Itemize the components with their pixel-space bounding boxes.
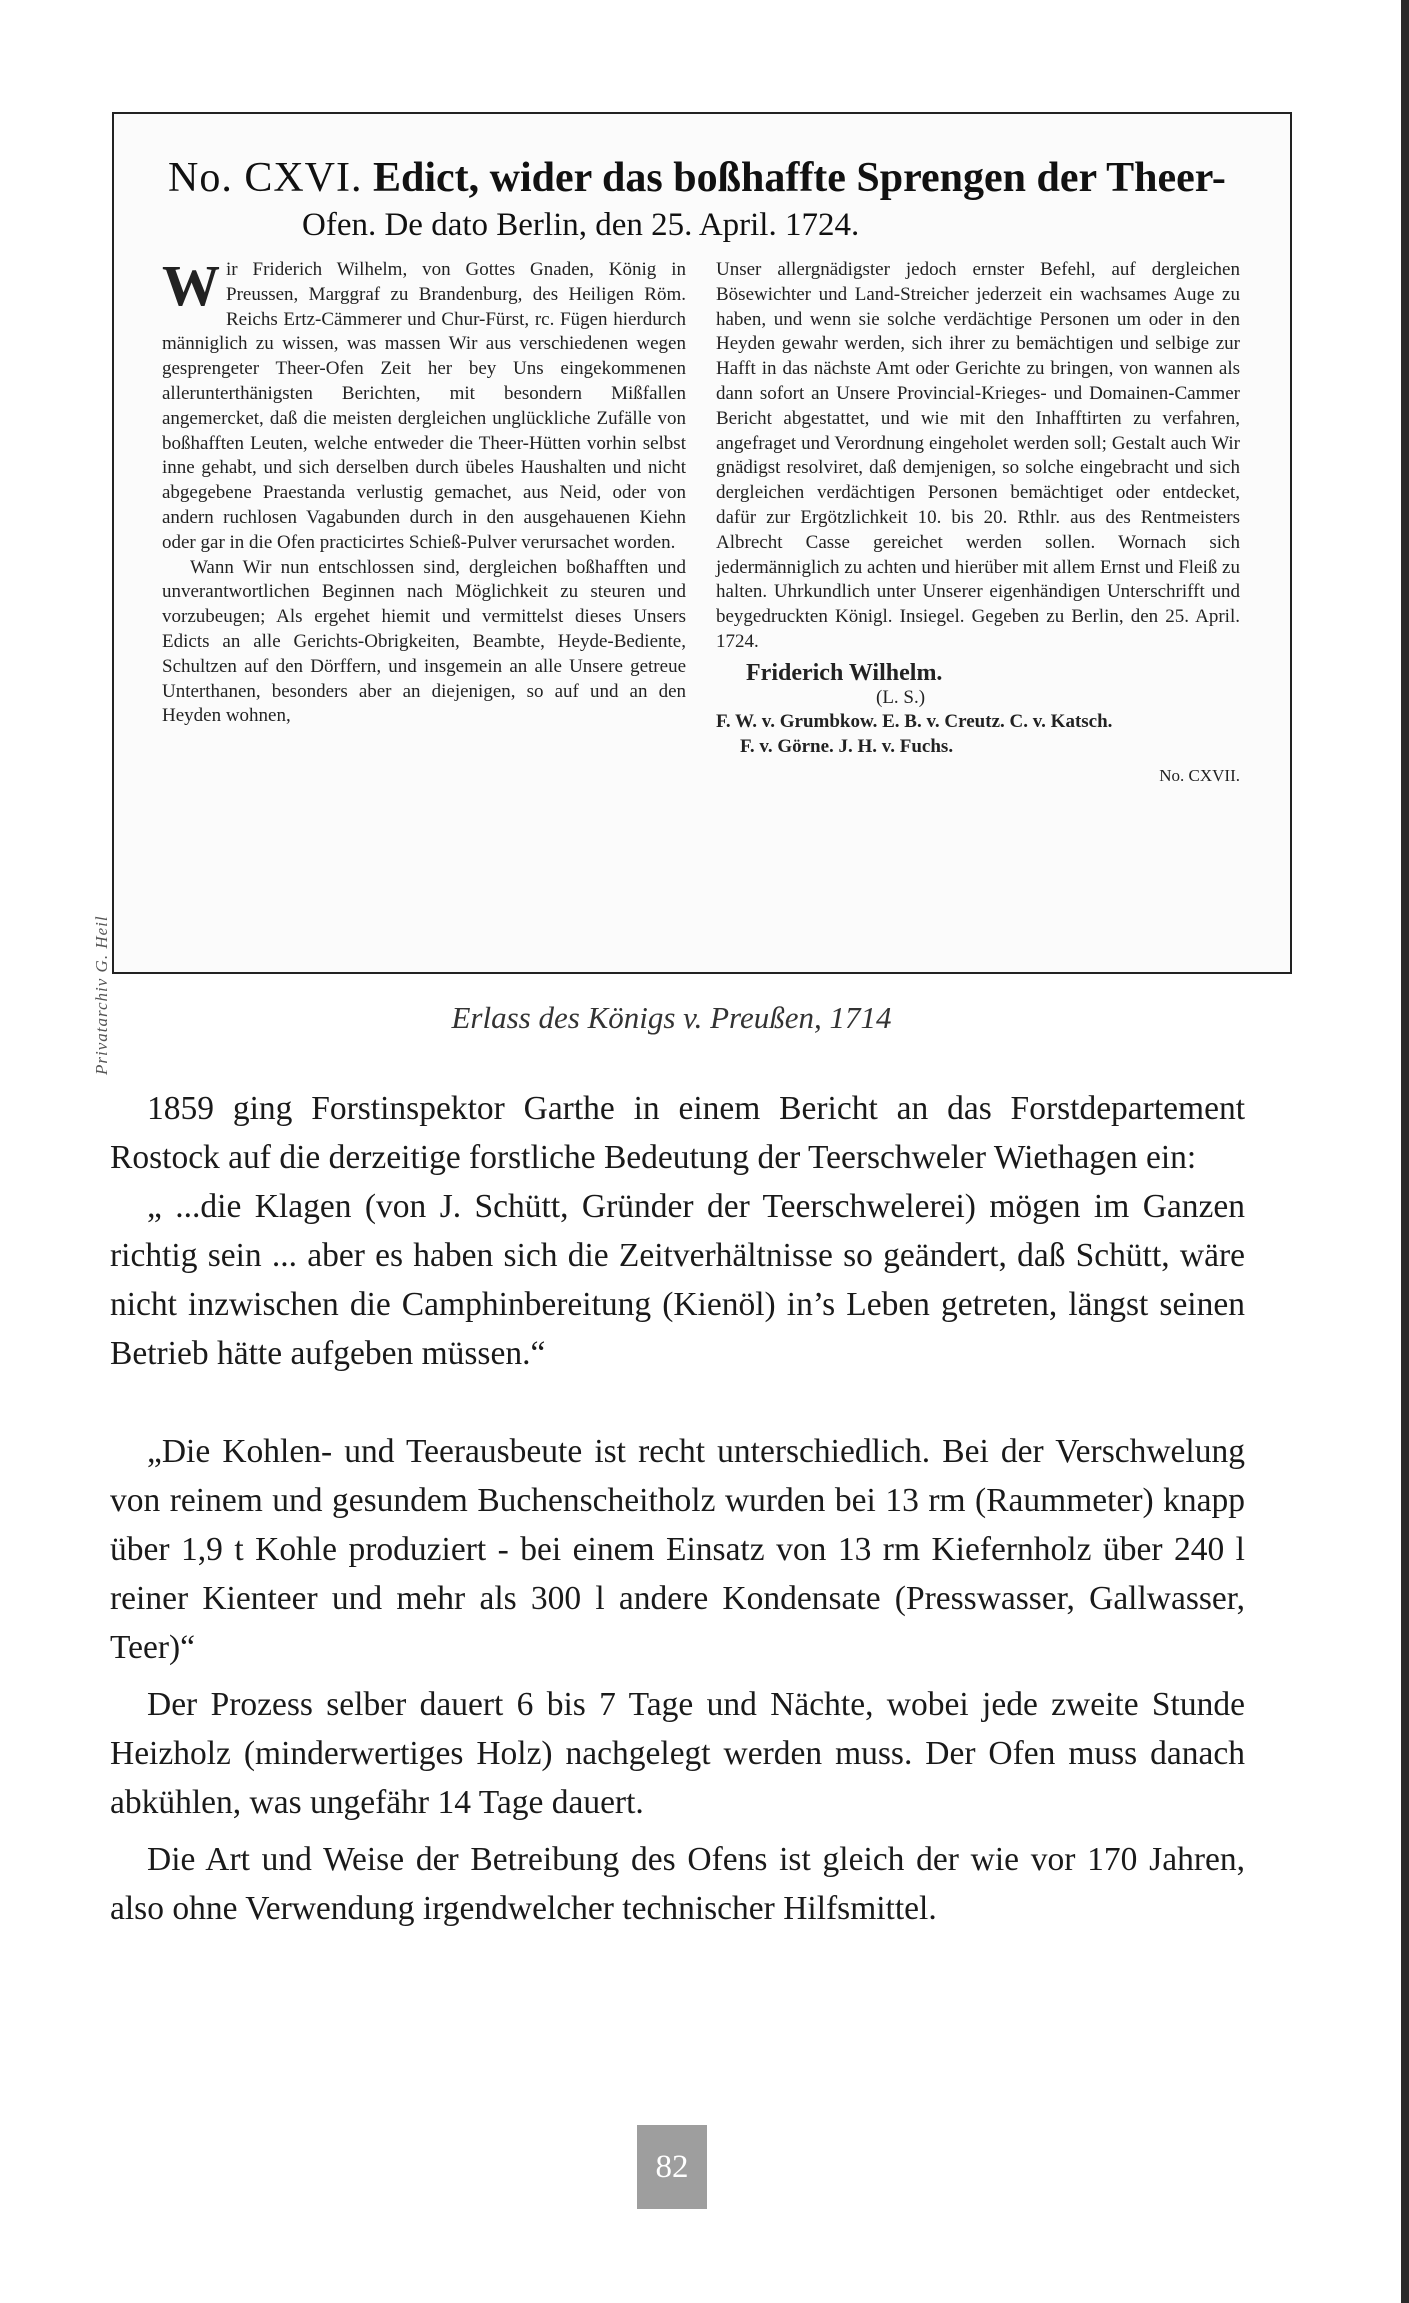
edict-number: No. CXVI.	[168, 155, 363, 201]
edict-left-column	[162, 253, 686, 789]
edict-right-column	[716, 258, 1240, 789]
paragraph: Der Prozess selber dauert 6 bis 7 Tage und Nächte, wobei jede zweite Stunde Heizholz (minderwertiges Holz) nachgelegt werden muss. Der Ofen muss danach abkühlen, was ungefähr 14 Tage dauert.	[110, 1686, 1245, 1821]
page-edge-shadow	[1401, 0, 1409, 2303]
paragraph: Die Art und Weise der Betreibung des Ofens ist gleich der wie vor 170 Jahren, also ohne Verwendung irgendwelcher technischer Hilfsmittel.	[110, 1841, 1245, 1927]
paragraph: „ ...die Klagen (von J. Schütt, Gründer der Teerschwelerei) mögen im Ganzen richtig sein ... aber es haben sich die Zeitverhältnisse so geändert, daß Schütt, wäre nicht inzwischen die Camphinbereitung (Kienöl) in’s Leben getreten, längst seinen Betrieb hätte aufgeben müssen.“	[110, 1188, 1245, 1372]
edict-facsimile	[112, 112, 1292, 974]
body-text	[110, 1084, 1245, 1933]
page-number: 82	[637, 2125, 707, 2209]
edict-signature: Friderich Wilhelm.	[746, 659, 943, 686]
paragraph: 1859 ging Forstinspektor Garthe in einem Bericht an das Forstdepartement Rostock auf die derzeitige forstliche Bedeutung der Teerschweler Wiethagen ein:	[110, 1090, 1245, 1176]
figure-caption: Erlass des Königs v. Preußen, 1714	[451, 1000, 892, 1035]
edict-countersign-1: F. W. v. Grumbkow. E. B. v. Creutz. C. v. Katsch.	[716, 711, 1113, 733]
edict-drop-cap: W	[162, 253, 220, 318]
edict-countersign-2: F. v. Görne. J. H. v. Fuchs.	[740, 736, 954, 758]
edict-seal: (L. S.)	[876, 686, 926, 708]
edict-left-paragraph-1	[162, 253, 686, 556]
edict-left-paragraph-2: Wann Wir nun entschlossen sind, dergleichen boßhafften und unverantwortlichen Beginnen nach Möglichkeit zu steuren und vorzubeugen; Als ergehet hiemit und vermittelst dieses Unsers Edicts an alle Gerichts-Obrigkeiten, Beambte, Heyde-Bediente, Schultzen auf den Dörffern, und insgemein an alle Unsere getreue Unterthanen, besonders aber an diejenigen, so auf und an den Heyden wohnen,	[162, 556, 686, 727]
edict-heading	[162, 152, 1240, 204]
edict-next-number: No. CXVII.	[1159, 765, 1240, 785]
edict-left-text-1: ir Friderich Wilhelm, von Gottes Gnaden, König in Preussen, Marggraf zu Brandenburg, des Heiligen Röm. Reichs Ertz-Cämmerer und Chur-Fürst, rc. Fügen hierdurch männiglich zu wissen, was massen Wir aus verschiedenen wegen gesprengeter Theer-Ofen Zeit her bey Uns eingekommenen allerunterthänigsten Berichten, mit besondern Mißfallen angemercket, daß die meisten dergleichen unglückliche Zufälle von boßhafften Leuten, welche entweder die Theer-Hütten vorhin selbst inne gehabt, und sich derselben durch übeles Haushalten und nicht abgegebene Praestanda verlustig gemachet, aus Neid, oder von andern ruchlosen Vagabunden durch in den ausgehauenen Kiehn oder gar in die Ofen practicirtes Schieß-Pulver verursachet worden.	[162, 259, 686, 553]
edict-subtitle: Ofen. De dato Berlin, den 25. April. 1724.	[302, 207, 860, 243]
paragraph: „Die Kohlen- und Teerausbeute ist recht unterschiedlich. Bei der Verschwelung von reinem und gesundem Buchenscheitholz wurden bei 13 rm (Raummeter) knapp über 1,9 t Kohle produziert - bei einem Einsatz von 13 rm Kiefernholz über 240 l reiner Kienteer und mehr als 300 l andere Kondensate (Presswasser, Gallwasser, Teer)“	[110, 1433, 1245, 1666]
image-credit: Privatarchiv G. Heil	[92, 915, 111, 1075]
edict-right-paragraph: Unser allergnädigster jedoch ernster Befehl, auf dergleichen Bösewichter und Land-Streicher jederzeit ein wachsames Auge zu haben, und wenn sie solche verdächtige Personen um oder in den Heyden gewahr werden, sich ihrer zu bemächtigen und selbige zur Hafft in das nächste Amt oder Gerichte zu bringen, von wannen als dann sofort an Unsere Provincial-Krieges- und Domainen-Cammer Bericht abgestattet, und wie mit den Inhafftirten zu verfahren, angefraget und Verordnung eingeholet werden soll; Gestalt auch Wir gnädigst resolviret, daß demjenigen, so solche eingebracht und sich dergleichen verdächtigen Personen bemächtiget oder entdecket, dafür zur Ergötzlichkeit 10. bis 20. Rthlr. aus des Rentmeisters Albrecht Casse gereichet werden sollen. Wornach sich jedermänniglich zu achten und hierüber mit allem Ernst und Fleiß zu halten. Uhrkundlich unter Unserer eigenhändigen Unterschrifft und beygedruckten Königl. Insiegel. Gegeben zu Berlin, den 25. April. 1724.	[716, 259, 1240, 652]
edict-title: Edict, wider das boßhaffte Sprengen der Theer-	[373, 155, 1226, 201]
edict-columns	[162, 253, 1240, 789]
